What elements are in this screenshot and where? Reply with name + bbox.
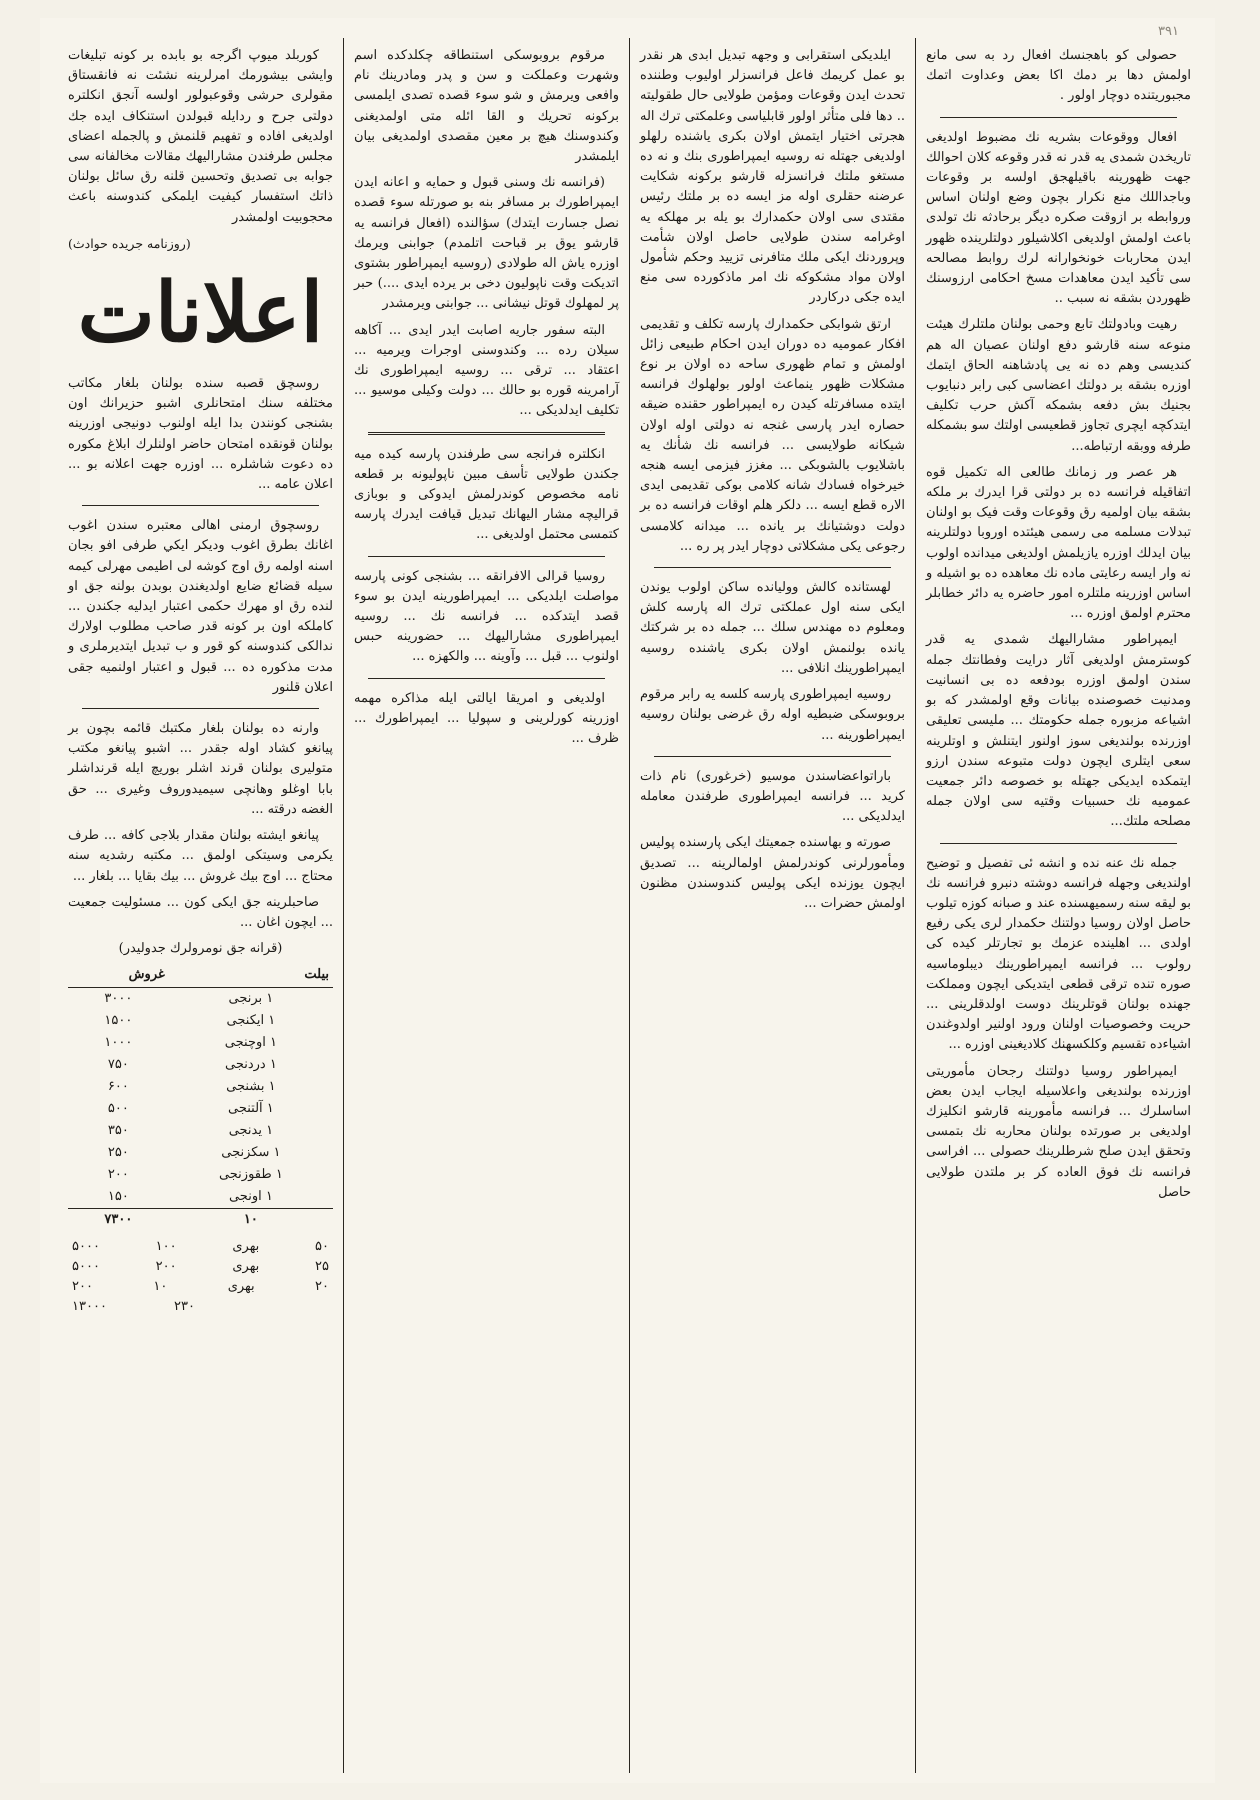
column-4 [58, 38, 344, 1773]
announcement: پیانغو ایشته بولنان مقدار بلاجی کافه ... طرف یکرمی وسیتكی اولمق ... مکتبه رشدیه سنه محتاج ... اوج بیك غروش ... بیك بقایا ... بلغار ... [68, 828, 333, 884]
extra-row [68, 1277, 333, 1297]
table-cell: ۵۰۰ [107, 1101, 129, 1117]
divider [368, 556, 605, 557]
announcement: روسچوق ارمنی اهالی معتبره سندن اغوب اغانك بطرق اغوب وديكر ايكي طرفی افو بجان اسنه اولمه رق اوج كوشه لی اطیمی مهرلی کیمه سیله قضائع ضایع اولدیغندن بوبدن بولنه جق او لنده رق او مهرك حکمی اعتبار ایدلیه جکندن ... کاملکه اون بر کونه قدر صاحب مطلوب اولارك ندالکی کندوسنه کو قور و ب تبدیل ایتدیرملری و مدت مذکوره ده ... قبول و اعتبار اولنمیه جقی اعلان قلنور [68, 518, 333, 695]
table-cell: ۲۵۰ [107, 1145, 129, 1161]
table-title: (قرانه جق نومرولرك جدوليدر) [118, 941, 283, 957]
table-cell: ۱ اونجی [228, 1189, 273, 1205]
extra-each: ۱۰ [153, 1279, 168, 1295]
newspaper-page [40, 18, 1215, 1783]
table-row [68, 1120, 333, 1142]
announcement: روسچق قصبه سنده بولنان بلغار مکاتب مختلفه سنك امتحانلری اشبو حزیرانك اون بشنجی کونندن بدا ایله اولنوب دونیجی اوزرینه بولنان قونقده امتحان حاضر اولنلرك ابلاغ مکوره ده دعوت شاشلره ... اوزره جهت اعلانه بو ... اعلان عامه ... [68, 376, 333, 493]
table-row [68, 1076, 333, 1098]
extra-row [68, 1237, 333, 1257]
paragraph: باراتواعضاسندن موسیو (خرغوری) نام ذات کرید ... فرانسه ایمپراطوری طرفندن معامله ایدلدیکی ... [640, 768, 905, 825]
column-1 [916, 38, 1201, 1773]
extra-count: ۲۰ [315, 1279, 329, 1295]
extra-label: بهری [232, 1259, 260, 1275]
table-row [68, 1142, 333, 1164]
column-header: بيلت [169, 963, 333, 988]
divider [654, 756, 891, 757]
table-cell: ۲۰۰ [107, 1167, 129, 1183]
paragraph: حصولی کو باهجنسك افعال رد به سی مانع اولمش دها بر دمك اکا بعض وعداوت اتمك مجبوریتنده دوچار اولور . [926, 48, 1191, 104]
extra-each: ۲۰۰ [155, 1259, 177, 1275]
table-cell: ۷۵۰ [107, 1057, 129, 1073]
paragraph: ایلدیکی استقرابی و وجهه تبدیل ابدی هر نقدر بو عمل کریمك فاعل فرانسزلر اولیوب وطننده تحدث ایدن وقوعات ومؤمن طولایی حال طقولیته .. دها فلی متأثر اولور قابلیاسی وعلمکتی ترك اله هجرتی اختیار ایتمش اولان بكری یاشنده رلهلو اولدیغی جهتله نه روسیه ایمپراطوری بنك و نه ده مستغو ملتك فرانسزله قارشو برکونه شکایت عرضنه حقلری اوله مز ایسه ده بر ملتك رئیس مقتدی سی اولان حکمدارك بو یله بر مهلکه یه اوغرامه سندن طولایی حاصل اولان شأمت وپروردنك ایکی ملك متافرنی تزیید وحکم شأمول اولان مواد مشکوکه نك امر ماذکورده سی منع ایده جکی درکاردر [640, 48, 905, 306]
columns [58, 38, 1201, 1773]
paragraph: لهستانده کالش وولیانده ساکن اولوب یوندن ایکی سنه اول عملکتی ترك اله پارسه کلش ومعلوم ده مهندس سلك ... جمله ده بر شرکتك یانده بولنمش اولان بكری یاشنده روسیه ایمپراطورینك انلافی ... [640, 580, 905, 676]
extra-label: بهری [232, 1239, 260, 1255]
table-cell: ۱ دردنجی [224, 1057, 277, 1073]
paragraph: صورته و بهاسنده جمعیتك ایکی پارسنده پولیس ومأمورلرنی کوندرلمش اولمالرینه ... تصدیق ایچون یوزنده ایکی پولیس کندوسندن مظنون اولمش حضرات ... [640, 835, 905, 911]
paragraph: (فرانسه نك وسنی قبول و حمایه و اعانه ایدن ایمپراطورك بر مسافر بنه بو صورتله سوء قصده نصل جسارت ایتدك) سؤالنده (افعال فرانسه یه قارشو یوق بر قباحت اتلمدم) جوابنی ویرمك اوزره یاش اله طولادی (روسیه ایمپراطور بشتوی اتدیکت وقت ناپولیون دخی بر یرده ایدی ....) حبر پر لمهلوك قوتل نیشانی ... جوابنی ویرمشدر [354, 175, 619, 312]
announcement: وارنه ده بولنان بلغار مکتبك قائمه بچون بر پیانغو کشاد اوله جقدر ... اشبو پیانغو مکتب متولیری بولنان قرند اشلر بوریچ ایله قرنداشلر بابا اوغلو وهانچی سیمیدوروف وغیری ... حق الغضه درقته ... [68, 721, 333, 817]
divider [82, 708, 319, 709]
divider [940, 843, 1177, 844]
source-credit: (روزنامه جریده حوادث) [68, 235, 191, 251]
extra-value: ۵۰۰۰ [72, 1239, 100, 1255]
paragraph: هر عصر ور زمانك طالعی اله تکمیل قوه اتفاقیله فرانسه ده بر دولتی قرا ایدرك بر ملکه بشقه بیان اولمیه رق وقوعات وقت فیک بو اولنان تبدلات مسلمه می رسمی هیئتده اوروبا دولتلرینه بیان ایدلك اوزره یازیلمش اولدیغی میدانده اولوب نه وار ایسه رعایتی ماده نك معاهده ده بو اشیله و اساس اوزرینه ملتلره امور حاضره یه دائر خطابلر محترم اولمق اوزره ... [926, 464, 1191, 622]
table-cell: ۳۵۰ [107, 1123, 129, 1139]
table-row [68, 988, 333, 1011]
divider [654, 567, 891, 568]
extra-count: ۵۰ [315, 1239, 329, 1255]
divider [368, 678, 605, 679]
extra-value: ۲۰۰ [72, 1279, 93, 1295]
paragraph: روسیا قرالی الافرانقه ... بشنجی کونی پارسه مواصلت ایلدیکی ... ایمپراطورینه ایدن بو سوء قصد ایتدکده ... فرانسه نك ... روسیه ایمپراطوری مشارالیهك ... حضورینه حبس اولنوب ... قبل ... وآوینه ... والكهزه ... [354, 568, 619, 665]
table-cell: ۳۰۰۰ [104, 991, 133, 1007]
table-cell: ۱ بشنجی [226, 1079, 276, 1095]
table-total-row [68, 1209, 333, 1232]
table-cell: ۱۵۰۰ [104, 1013, 133, 1029]
extra-row [68, 1297, 333, 1317]
announcement: صاحبلرینه جق ایکی کون ... مسئولیت جمعیت ... ایچون اغان ... [68, 894, 333, 930]
divider [940, 117, 1177, 118]
paragraph: ایمپراطور مشارالیهك شمدی یه قدر کوسترمش اولدیغی آثار درایت وفطانتك جمله سندن اولمق اوزره بودفعه ده بی انسانیت ومدنیت خصوصنده بیانات وقع اولمشدر که بو اشیاعه مزبوره جمله حکومتك ... ملیسی تعلیقی اوزرنده بولندیغی سوز اولنور ایتنلش و اوتلرینه سعی ایتلری ایچون دولت متبوعه سندن ارزو ایتمکده ایدیکی جهتله بو خصوصه دائر جمعیت عمومیه نك حسبیات وقتیه سی اولان جمله مصلحه ملتك... [926, 632, 1191, 830]
paragraph: رهیت وبادولتك تابع وحمی بولنان ملتلرك هیئت منوعه سنه قارشو دفع اولنان عصیان اله هم کندیسی وهم ده نه یی پادشاهنه الحاق ایتمك اوزره بشقه بر دولتك اعضاسی کبی رابر دنبایوب بجنیك بش دفعه بشمكه آکش حرب تکلیف ایتدکچه ایچری تجاوز قطعیسی اولتك سو بشمكله طرفه ووبقه ارتباطه... [926, 317, 1191, 454]
table-row [68, 1032, 333, 1054]
table-row [68, 1164, 333, 1186]
table-cell: ۱۰ [169, 1209, 333, 1232]
extra-value: ۵۰۰۰ [72, 1259, 100, 1275]
column-2 [630, 38, 916, 1773]
table-cell: ۶۰۰ [107, 1079, 129, 1095]
column-header: غروش [68, 963, 169, 988]
extra-each: ۲۳۰ [173, 1299, 195, 1315]
table-cell: ۱ برنجی [228, 991, 274, 1007]
table-cell: ۱ طقوزنجی [218, 1167, 283, 1183]
paragraph: انکلتره فرانجه سی طرفندن پارسه کیده میه جکندن طولایی تأسف مبین ناپولیونه بر قطعه نامه مخصوص کوندرلمش ایدوکی و بوبازی قرالیچه مشار الیهانك تبدیل قیافت ایدرك پارسه کتمسی محتمل اولدیغی ... [354, 446, 619, 543]
table-row [68, 1010, 333, 1032]
lottery-table [68, 963, 333, 1231]
paragraph: البته سفور جاریه اصابت ایدر ایدی ... آکاهه سیلان رده ... وکندوسنی اوجرات ویرمیه ... اعتقاد ... ترقی ... روسیه ایمپراطوری نك آرامرینه قوره بو حالك ... دولت وکیلی موسیو ... تکلیف ایدلدیکی ... [354, 322, 619, 419]
extra-value: ۱۳۰۰۰ [72, 1299, 107, 1315]
table-cell: ۱ ايکنجی [226, 1013, 276, 1029]
paragraph: ارتق شوابکی حکمدارك پارسه تکلف و تقدیمی افکار عمومیه ده دوران ایدن احکام طبیعی زائل اولمش و تمام ظهوری ساحه ده اولان بر نوع مشکلات ظهور ینماعث اولور بولهلوك فرانسه ایتده مسافرتله کیدن ره ایمپراطور حقنده ضیقه حصاره ایدر پارسی غنجه نه دولتی اوله اولان شیکانه طولایسی ... فرانسه نك شأنك یه باشلایوب بالشوبکی ... مغزز فیزمی ایسه هنجه خیرخواه فسادك شانه کلامی بوکی تقدیمی ایدی الاره قطع ایسه ... دلکر هلم اوقات فرانسه ده بر دولت دوشتیانك بر یانده ... میدانه کلامسی رجوعی یکی مشکلاتی دوچار ایدر پر ره ... [640, 316, 905, 554]
table-row [68, 1186, 333, 1209]
paragraph: جمله نك عنه نده و انشه ئی تفصیل و توضیح اولندیغی وجهله فرانسه دوشته دنبرو فرانسه نك بو لیقه سنه رسمیهسنده عند و صبانه کوزه تیلوب حاصل اولان روسیا دولتنك حکمدار لری یکی رفیع اولدی ... اهلینده عزمك بو تجارتلر کیده کی رولوب ... فرانسه ایمپراطورینك دیبلوماسیه صوره تنده ترقی قطعی ایتدیکی ایچون ومملکت جهنده بولنان قوتلرینك دوست اولدقلرینی ... حریت وخصوصیات اولنان ورود اولنیر اولدوغندن اشیاءده تقسیم وکلكسهنك کلادیغینی اوزره ... [926, 855, 1191, 1053]
announcements-heading: اعلانات [77, 265, 324, 362]
extra-each: ۱۰۰ [155, 1239, 177, 1255]
divider [368, 432, 605, 435]
paragraph: ایمپراطور روسیا دولتنك رجحان مأموریتی اوزرنده بولندیغی واعلاسیله ایجاب ایدن بعض اساسلرك ... فرانسه مأمورینه قارشو انکلیزك اولدیغی بر صورتده بولنان محاربه نك بتمسی وتحقق ایدن صلح شرطلرینك حصولی ... افراسی فرانسه نك فوق العاده کر بر ملتدن طولایی حاصل [926, 1063, 1191, 1200]
table-cell: ۱ سکزنجی [221, 1145, 281, 1161]
paragraph: روسیه ایمپراطوری پارسه کلسه یه رابر مرقوم بروبوسکی ضبطیه اوله رق غرضی بولنان روسیه ایمپراطورینه ... [640, 687, 905, 743]
paragraph: اولدیغی و امریقا ایالتی ایله مذاکره مهمه اوزرینه کورلرینی و سپولیا ... ایمپراطورك ... ظرف ... [354, 690, 619, 747]
table-cell: ۷۳۰۰ [68, 1209, 169, 1232]
extra-label: بهری [227, 1279, 255, 1295]
extra-count: ۲۵ [315, 1259, 329, 1275]
paragraph: افعال ووقوعات بشریه نك مضبوط اولدیغی تاریخدن شمدی یه قدر نه قدر وقوعه کلان احوالك جهت ظهورینه باقیلهجق اولسه بر وقوعات وباجداللك منع نکرار بچون وضع اولنان اساس وروابطه بر ازوقت صکره دیگر برحادثه نك تولدی باعث اولمش اولدیغی اکلاشیلور دولتلرینده ظهور ایدن محاربات خونخوارانه لرك روابط مصالحه سی تأکید ایدن معاهدات مسخ احکامی ارزوسنك ظهوردن بشقه نه سبب .. [926, 129, 1191, 307]
paragraph: کوربلد میوپ اگرجه بو بابده بر کونه تبلیغات وایشی بیشورمك امرلرینه نشئت نه فانقستاق مقولری حرشی وقوعبولور اولسه آنجق انکلتره دولتی جرح و ردایله قبولدن استنکاف ایده جك اولدیغی افاده و تفهیم قلنمش و پالجمله اعضای مجلس طرفندن مشارالیهك مقالات مخالفانه سی جوابه بی تصدیق وتحسین قلنه رق سائل بولنان ذاتك استفسار کیفیت ایلمکی کندوسنه باعث محجوبیت اولمشدر [68, 48, 333, 225]
table-cell: ۱۵۰ [107, 1189, 129, 1205]
paragraph: مرقوم بروبوسکی استنطاقه چکلدکده اسم وشهرت وعملکت و سن و پدر ومادرینك نام وافعی ویرمش و شو سوء قصده تصدی ایلمسی برکونه تحریك و القا ائله متی اولمدیغنی وکندوسنك هیچ بر معین مقصدی اولمدیغی بیان ایلمشدر [354, 48, 619, 165]
extra-prize-rows [68, 1237, 333, 1317]
table-row [68, 1054, 333, 1076]
table-cell: ۱ يدنجی [228, 1123, 274, 1139]
extra-row [68, 1257, 333, 1277]
page-number: ۳۹۱ [1158, 24, 1179, 39]
divider [82, 505, 319, 506]
table-cell: ۱۰۰۰ [104, 1035, 133, 1051]
table-cell: ۱ اوچنجی [224, 1035, 277, 1051]
table-cell: ۱ آلتنجی [228, 1101, 274, 1117]
table-row [68, 1098, 333, 1120]
table-header-row [68, 963, 333, 988]
column-3 [344, 38, 630, 1773]
